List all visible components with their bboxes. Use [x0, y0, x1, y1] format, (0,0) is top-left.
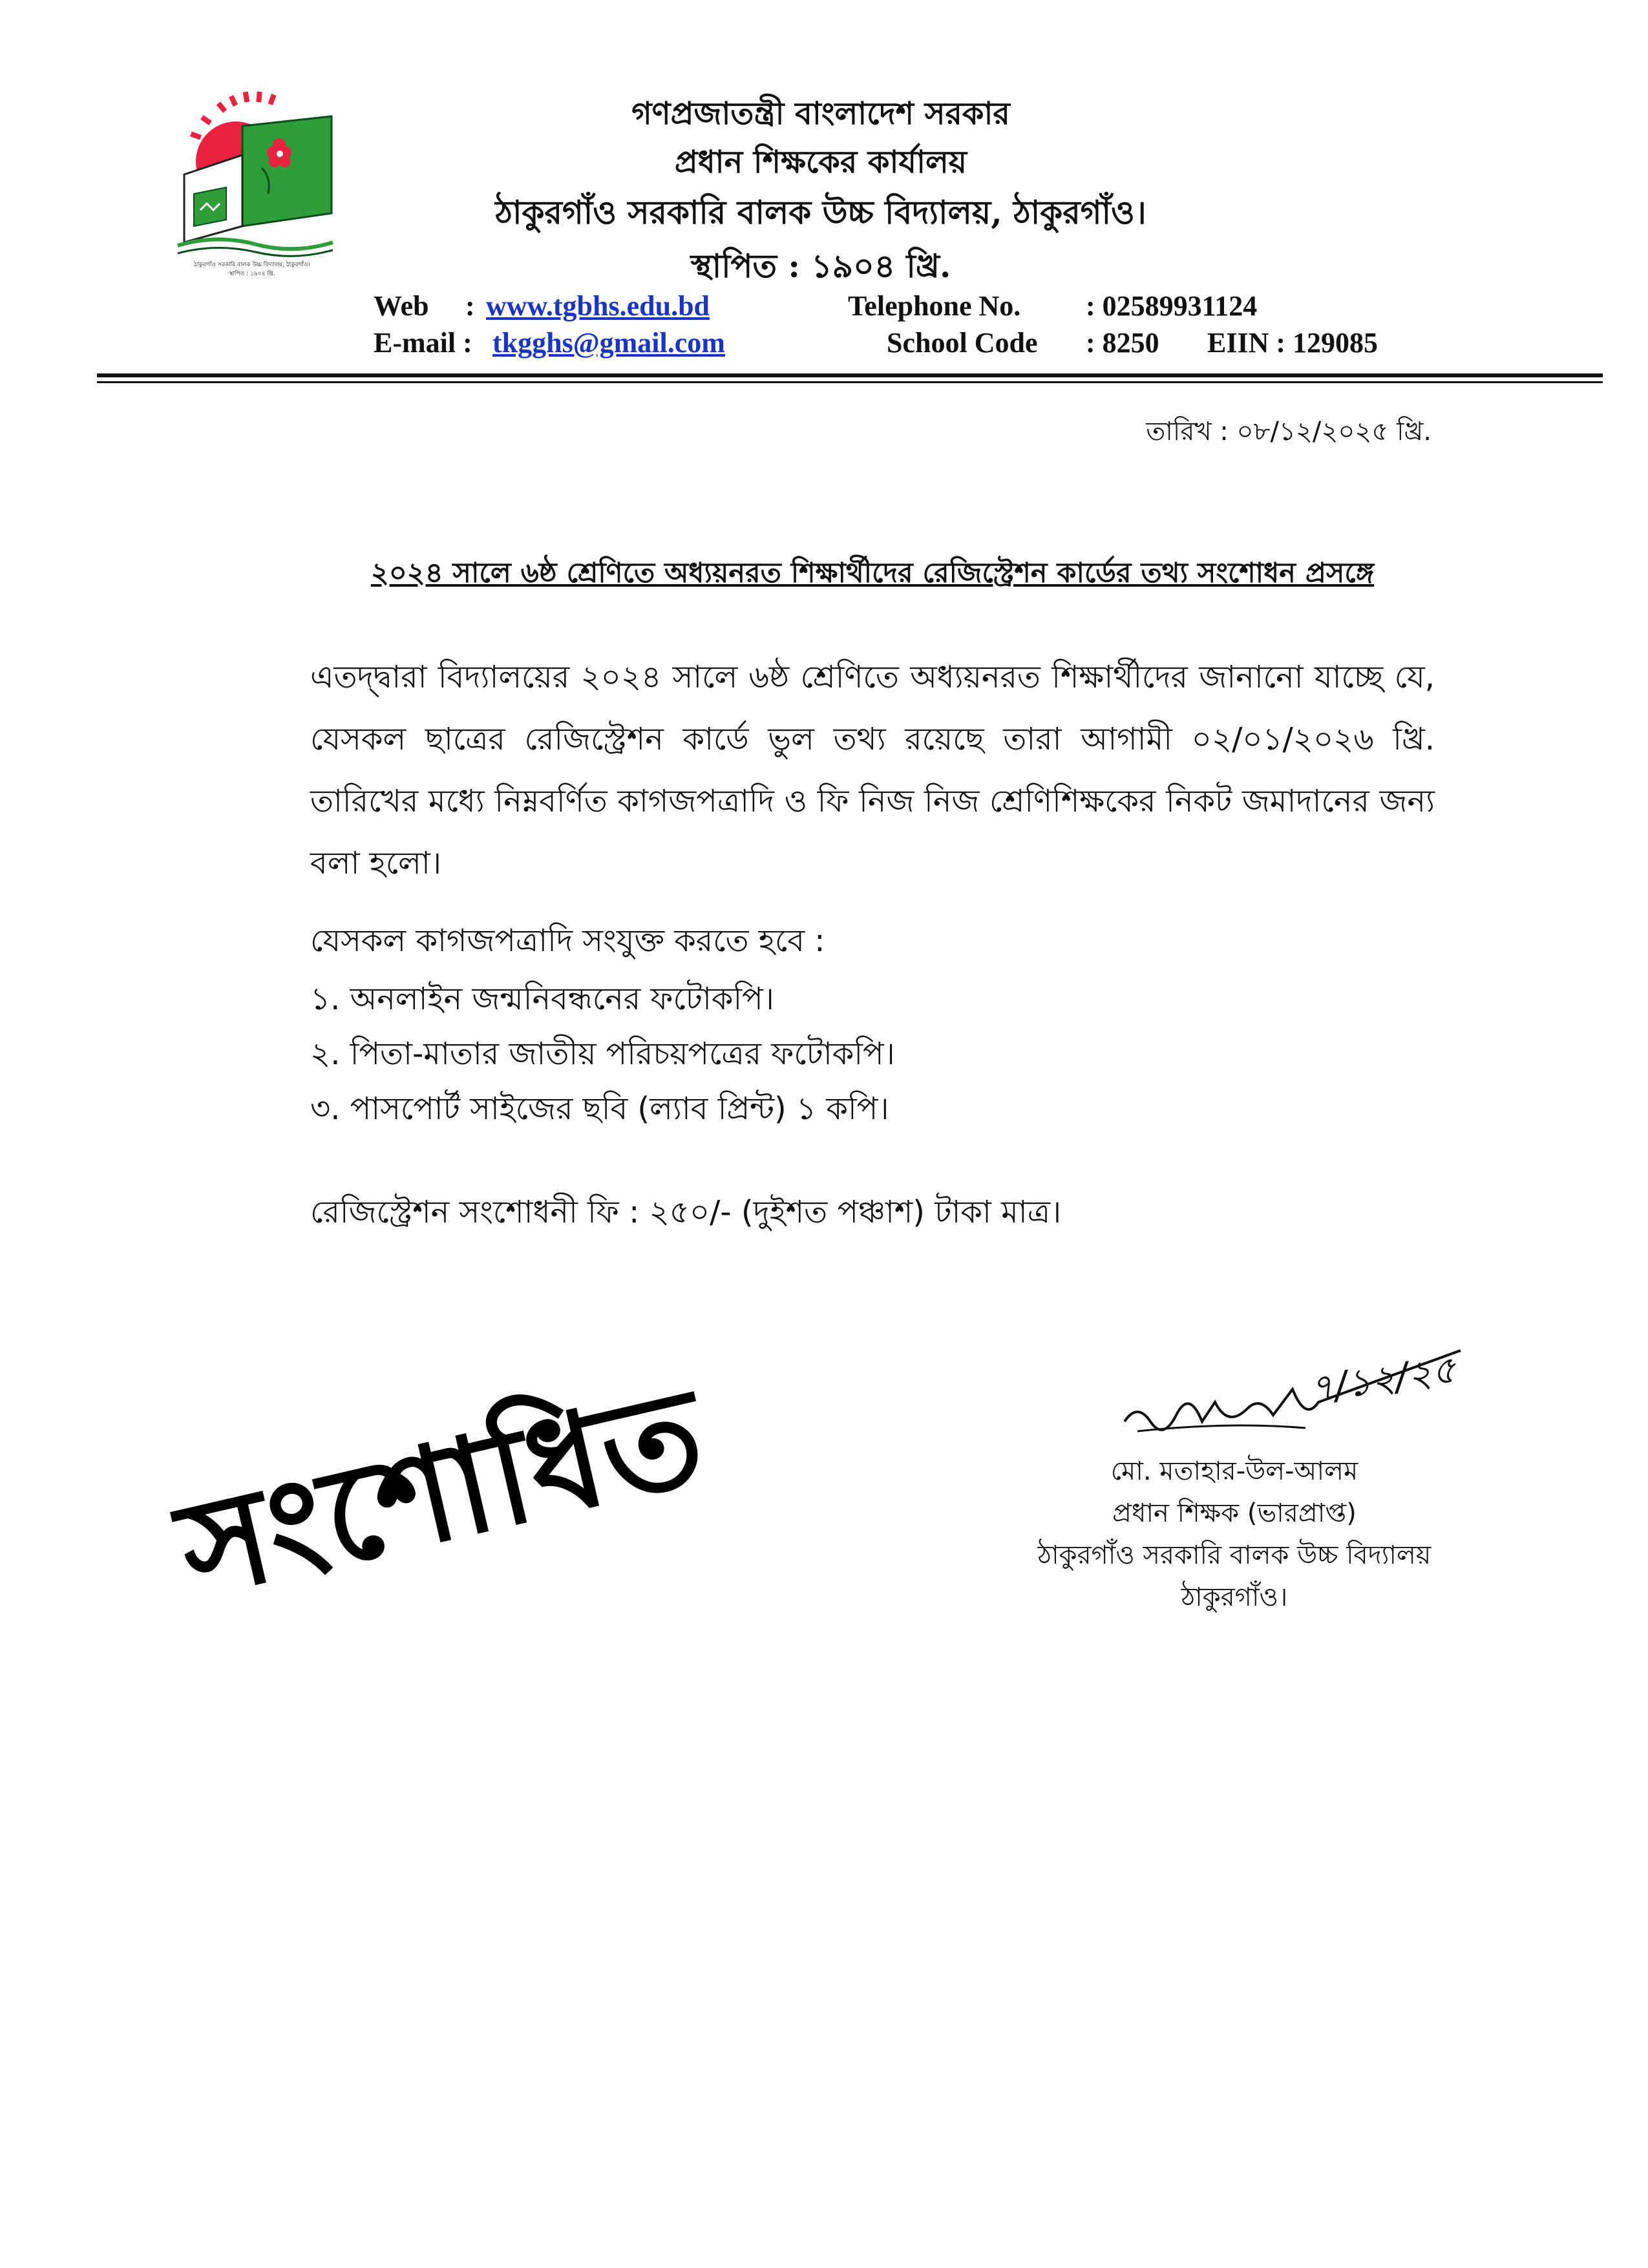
web-separator: : [465, 290, 475, 322]
correction-fee: রেজিস্ট্রেশন সংশোধনী ফি : ২৫০/- (দুইশত পঞ্চাশ) টাকা মাত্র। [310, 1194, 1062, 1230]
signatory-name: মো. মতাহার-উল-আলম [1110, 1456, 1358, 1486]
logo-caption-line2: স্থাপিত : ১৯০৪ খ্রি. [229, 271, 275, 277]
notice-date: তারিখ : ০৮/১২/২০২৫ খ্রি. [1146, 417, 1431, 446]
school-code: : 8250 [1086, 327, 1159, 359]
document-item: ২. পিতা-মাতার জাতীয় পরিচয়পত্রের ফটোকপি। [310, 1036, 895, 1072]
signatory-place: ঠাকুরগাঁও। [1181, 1582, 1288, 1612]
email-label: E-mail : [374, 327, 472, 359]
header-divider [97, 373, 1603, 377]
web-label: Web [374, 290, 429, 322]
headmaster-signature [1099, 1325, 1486, 1454]
document-item: ১. অনলাইন জন্মনিবন্ধনের ফটোকপি। [310, 981, 774, 1017]
document-item: ৩. পাসপোর্ট সাইজের ছবি (ল্যাব প্রিন্ট) ১ কপি। [310, 1091, 889, 1127]
eiin-number: EIIN : 129085 [1207, 327, 1379, 359]
school-title: ঠাকুরগাঁও সরকারি বালক উচ্চ বিদ্যালয়, ঠাকুরগাঁও। [495, 193, 1146, 231]
signatory-school: ঠাকুরগাঁও সরকারি বালক উচ্চ বিদ্যালয় [1037, 1540, 1431, 1570]
notice-subject: ২০২৪ সালে ৬ষ্ঠ শ্রেণিতে অধ্যয়নরত শিক্ষার্থীদের রেজিস্ট্রেশন কার্ডের তথ্য সংশোধন প্রসঙ্গে [370, 557, 1375, 589]
website-link[interactable]: www.tgbhs.edu.bd [486, 290, 710, 322]
signatory-title: প্রধান শিক্ষক (ভারপ্রাপ্ত) [1112, 1498, 1357, 1528]
telephone-label: Telephone No. [848, 290, 1021, 322]
signature-date: ৭/১২/২৫ [1307, 1347, 1459, 1411]
school-logo [165, 90, 339, 278]
established-year: স্থাপিত : ১৯০৪ খ্রি. [690, 247, 951, 285]
telephone-number: : 02589931124 [1086, 290, 1258, 322]
email-link[interactable]: tkgghs@gmail.com [492, 327, 725, 359]
logo-caption-line1: ঠাকুরগাঁও সরকারি বালক উচ্চ বিদ্যালয়, ঠাকুরগাঁও। [194, 262, 310, 268]
corrected-stamp: সংশোধিত [165, 1358, 719, 1628]
notice-body: এতদ্দ্বারা বিদ্যালয়ের ২০২৪ সালে ৬ষ্ঠ শ্রেণিতে অধ্যয়নরত শিক্ষার্থীদের জানানো যাচ্ছে যে, যেসকল ছাত্রের রেজিস্ট্রেশন কার্ডে ভুল তথ্য রয়েছে তারা আগামী ০২/০১/২০২৬ খ্রি. তারিখের মধ্যে নিম্নবর্ণিত কাগজপত্রাদি ও ফি নিজ নিজ শ্রেণিশিক্ষকের নিকট জমাদানের জন্য বলা হলো। [310, 659, 1435, 881]
documents-title: যেসকল কাগজপত্রাদি সংযুক্ত করতে হবে : [310, 923, 825, 959]
office-title: প্রধান শিক্ষকের কার্যালয় [674, 144, 967, 180]
header-divider-thin [97, 381, 1603, 383]
school-code-label: School Code [887, 327, 1038, 359]
government-title: গণপ্রজাতন্ত্রী বাংলাদেশ সরকার [631, 96, 1010, 132]
